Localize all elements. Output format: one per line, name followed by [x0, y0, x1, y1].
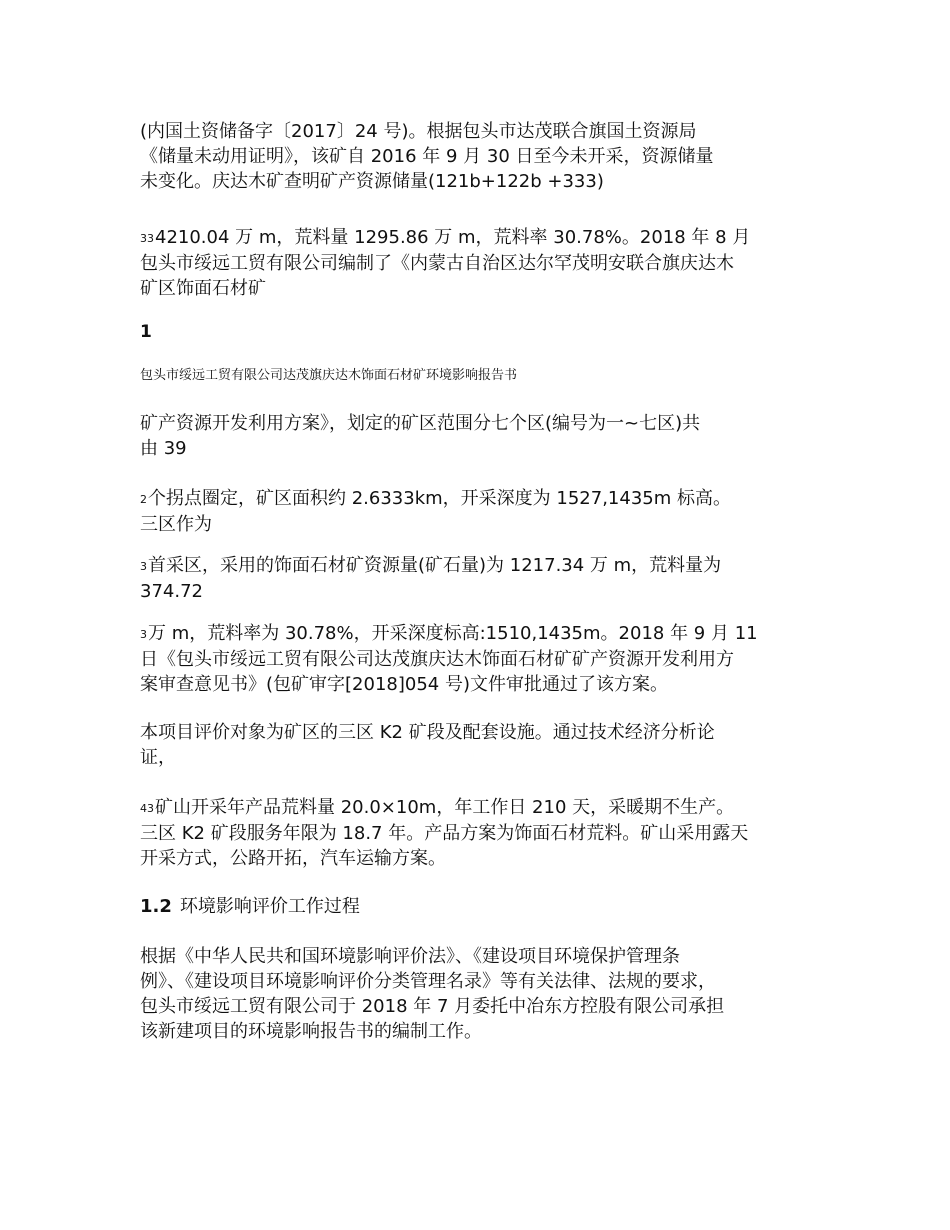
text-line: 矿区饰面石材矿: [140, 278, 266, 299]
paragraph-reserves-volume: [140, 225, 820, 301]
text-line-content: 个拐点圈定，矿区面积约 2.6333km，开采深度为 1527,1435m 标高。: [148, 488, 731, 509]
text-line: 例》、《建设项目环境影响评价分类管理名录》等有关法律、法规的要求，: [140, 971, 716, 992]
page-number: 1: [140, 322, 152, 342]
text-line: 未变化。庆达木矿查明矿产资源储量(121b+122b +333): [140, 171, 604, 192]
text-line: 包头市绥远工贸有限公司编制了《内蒙古自治区达尔罕茂明安联合旗庆达木: [140, 253, 734, 274]
text-line: 矿产资源开发利用方案》，划定的矿区范围分七个区(编号为一~七区)共: [140, 413, 701, 434]
running-head: 包头市绥远工贸有限公司达茂旗庆达木饰面石材矿环境影响报告书: [140, 368, 518, 383]
text-line-content: 首采区，采用的饰面石材矿资源量(矿石量)为 1217.34 万 m，荒料量为: [148, 555, 722, 576]
text-line: 374.72: [140, 581, 203, 602]
text-line: 本项目评价对象为矿区的三区 K2 矿段及配套设施。通过技术经济分析论: [140, 722, 715, 743]
paragraph-first-mining-zone: [140, 553, 820, 604]
text-line: 根据《中华人民共和国环境影响评价法》、《建设项目环境保护管理条: [140, 946, 680, 967]
section-title: 环境影响评价工作过程: [179, 896, 360, 917]
text-line: 案审查意见书》(包矿审字[2018]054 号)文件审批通过了该方案。: [140, 674, 668, 695]
text-line: [140, 225, 820, 251]
text-line: 日《包头市绥远工贸有限公司达茂旗庆达木饰面石材矿矿产资源开发利用方: [140, 649, 734, 670]
text-line: 开采方式，公路开拓，汽车运输方案。: [140, 848, 446, 869]
text-line: [140, 621, 820, 647]
superscript-mark: 2: [140, 493, 147, 506]
text-line-content: 万 m，荒料率为 30.78%，开采深度标高:1510,1435m。2018 年 9 月 11: [148, 623, 758, 644]
section-heading: [140, 894, 360, 919]
text-line-content: 4210.04 万 m，荒料量 1295.86 万 m，荒料率 30.78%。2018 年 8 月: [155, 227, 751, 248]
text-line: 三区 K2 矿段服务年限为 18.7 年。产品方案为饰面石材荒料。矿山采用露天: [140, 823, 749, 844]
superscript-mark: 43: [140, 802, 154, 815]
text-line: 由 39: [140, 438, 187, 459]
text-line: [140, 553, 820, 579]
text-line: (内国土资储备字〔2017〕24 号)。根据包头市达茂联合旗国土资源局: [140, 121, 697, 142]
text-line: 《储量未动用证明》，该矿自 2016 年 9 月 30 日至今未开采，资源储量: [140, 146, 714, 167]
text-line: [140, 486, 820, 512]
paragraph-production-scale: [140, 795, 820, 871]
text-line: 包头市绥远工贸有限公司于 2018 年 7 月委托中冶东方控股有限公司承担: [140, 996, 725, 1017]
text-line: 该新建项目的环境影响报告书的编制工作。: [140, 1021, 482, 1042]
text-line-content: 矿山开采年产品荒料量 20.0×10m，年工作日 210 天，采暖期不生产。: [155, 797, 735, 818]
text-line: 三区作为: [140, 514, 212, 535]
paragraph-eia-process: [140, 944, 820, 1044]
paragraph-reserve-filing: [140, 119, 820, 194]
paragraph-plan-approval: [140, 621, 820, 697]
superscript-mark: 3: [140, 628, 147, 641]
text-line: 证，: [140, 747, 176, 768]
paragraph-development-plan: [140, 411, 820, 461]
paragraph-evaluation-object: [140, 720, 820, 770]
section-number: 1.2: [140, 896, 172, 917]
superscript-mark: 3: [140, 560, 147, 573]
paragraph-mining-area: [140, 486, 820, 537]
text-line: [140, 795, 820, 821]
superscript-mark: 33: [140, 232, 154, 245]
